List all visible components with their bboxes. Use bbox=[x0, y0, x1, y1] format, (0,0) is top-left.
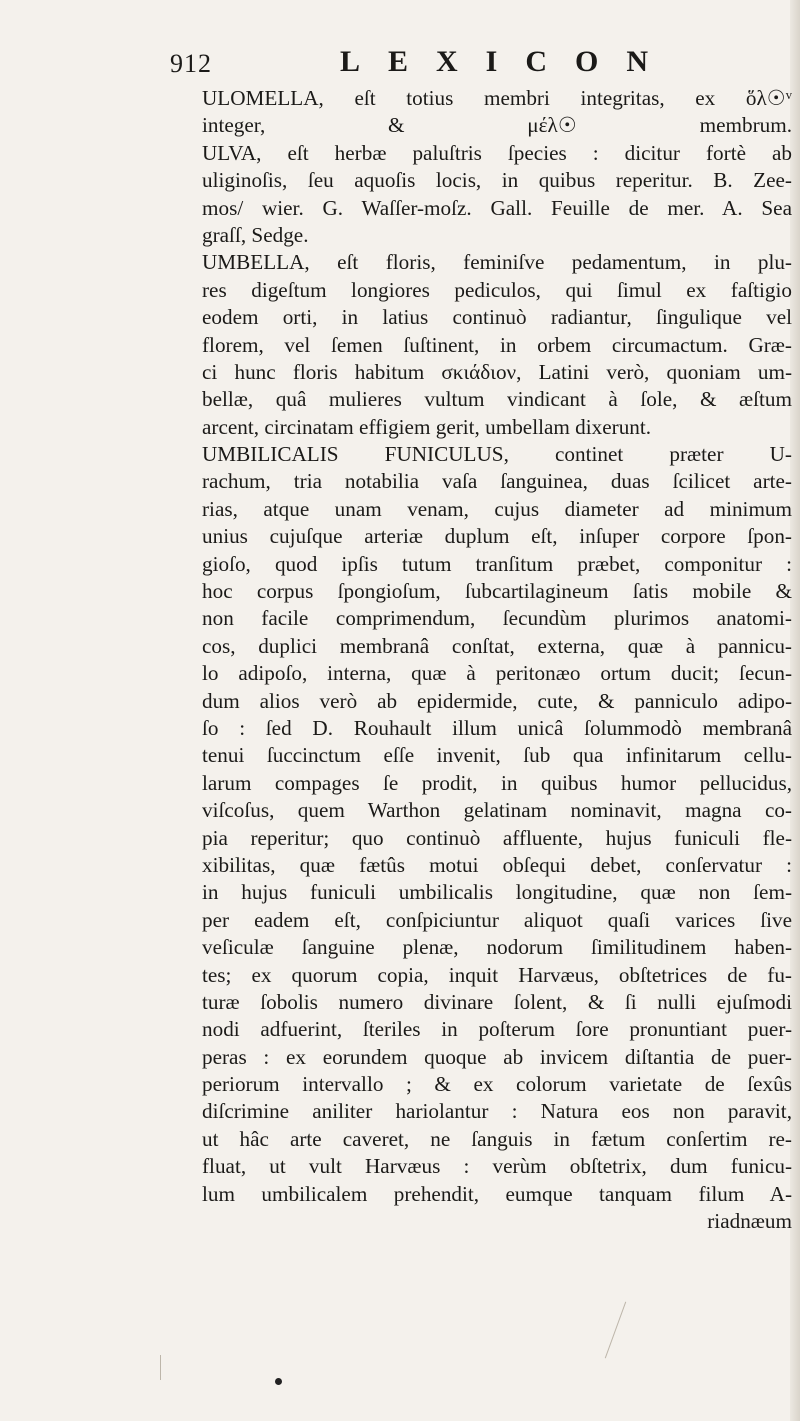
ink-speck bbox=[275, 1378, 282, 1385]
text-line: ſo : ſed D. Rouhault illum unicâ ſolummodò membranâ bbox=[202, 715, 792, 740]
text-line: veſiculæ ſanguine plenæ, nodorum ſimilitudinem haben- bbox=[202, 935, 792, 960]
page-header bbox=[170, 45, 770, 85]
entry-umbella-line: UMBELLA, eſt floris, feminiſve pedamentum, in plu- bbox=[202, 250, 792, 275]
text-line: mos/ wier. G. Waſſer-moſz. Gall. Feuille de mer. A. Sea bbox=[202, 195, 792, 220]
text-line: per eadem eſt, conſpiciuntur aliquot quaſi varices ſive bbox=[202, 907, 792, 932]
text-line: ut hâc arte caveret, ne ſanguis in fætum conſertim re- bbox=[202, 1126, 792, 1151]
entry-umbilicalis-line: UMBILICALIS FUNICULUS, continet præter U- bbox=[202, 442, 792, 467]
running-title: LEXICON bbox=[340, 45, 677, 78]
text-line: rias, atque unam venam, cujus diameter ad minimum bbox=[202, 496, 792, 521]
text-line: tenui ſuccinctum eſſe invenit, ſub qua infinitarum cellu- bbox=[202, 743, 792, 768]
text-line: nodi adfuerint, ſteriles in poſterum ſore pronuntiant puer- bbox=[202, 1017, 792, 1042]
text-line: bellæ, quâ mulieres vultum vindicant à ſole, & æſtum bbox=[202, 387, 792, 412]
text-line: unius cujuſque arteriæ duplum eſt, inſuper corpore ſpon- bbox=[202, 524, 792, 549]
text-line: viſcoſus, quem Warthon gelatinam nominavit, magna co- bbox=[202, 798, 792, 823]
text-line: lo adipoſo, interna, quæ à peritonæo ortum ducit; ſecun- bbox=[202, 661, 792, 686]
text-line: dum alios verò ab epidermide, cute, & panniculo adipo- bbox=[202, 688, 792, 713]
text-line: tes; ex quorum copia, inquit Harvæus, obſtetrices de fu- bbox=[202, 962, 792, 987]
entry-ulva-line: ULVA, eſt herbæ paluſtris ſpecies : dicitur fortè ab bbox=[202, 140, 792, 165]
text-line: integer, & μέλ☉ membrum. bbox=[202, 113, 792, 138]
catchword-line: riadnæum bbox=[707, 1209, 792, 1234]
text-line: res digeſtum longiores pediculos, qui ſimul ex faſtigio bbox=[202, 277, 792, 302]
text-line: pia reperitur; quo continuò affluente, hujus funiculi fle- bbox=[202, 825, 792, 850]
text-line: diſcrimine aniliter hariolantur : Natura eos non paravit, bbox=[202, 1099, 792, 1124]
paper-mark bbox=[160, 1355, 161, 1380]
text-line: lum umbilicalem prehendit, eumque tanquam filum A- bbox=[202, 1181, 792, 1206]
text-line: florem, vel ſemen ſuſtinent, in orbem circumactum. Græ- bbox=[202, 332, 792, 357]
text-line: peras : ex eorundem quoque ab invicem diſtantia de puer- bbox=[202, 1044, 792, 1069]
paper-mark bbox=[605, 1302, 626, 1359]
text-line: periorum intervallo ; & ex colorum varietate de ſexûs bbox=[202, 1072, 792, 1097]
text-line: non facile comprimendum, ſecundùm plurimos anatomi- bbox=[202, 606, 792, 631]
text-line: eodem orti, in latius continuò radiantur, ſingulique vel bbox=[202, 305, 792, 330]
text-line: in hujus funiculi umbilicalis longitudine, quæ non ſem- bbox=[202, 880, 792, 905]
text-line: xibilitas, quæ fætûs motui obſequi debet, conſervatur : bbox=[202, 852, 792, 877]
text-line: rachum, tria notabilia vaſa ſanguinea, duas ſcilicet arte- bbox=[202, 469, 792, 494]
text-line: fluat, ut vult Harvæus : verùm obſtetrix, dum funicu- bbox=[202, 1154, 792, 1179]
text-line: graſſ, Sedge. bbox=[202, 222, 309, 247]
text-line: uliginoſis, ſeu aquoſis locis, in quibus reperitur. B. Zee- bbox=[202, 168, 792, 193]
page-number: 912 bbox=[170, 49, 212, 78]
text-line: turæ ſobolis numero divinare ſolent, & ſi nulli ejuſmodi bbox=[202, 989, 792, 1014]
text-line: ci hunc floris habitum σκιάδιον, Latini verò, quoniam um- bbox=[202, 359, 792, 384]
text-line: larum compages ſe prodit, in quibus humor pellucidus, bbox=[202, 770, 792, 795]
lexicon-text bbox=[202, 85, 792, 1235]
text-line: cos, duplici membranâ conſtat, externa, quæ à pannicu- bbox=[202, 633, 792, 658]
text-line: gioſo, quod ipſis tutum tranſitum præbet, componitur : bbox=[202, 551, 792, 576]
text-line: hoc corpus ſpongioſum, ſubcartilagineum ſatis mobile & bbox=[202, 579, 792, 604]
entry-ulomella-line: ULOMELLA, eſt totius membri integritas, ex ὅλ☉ᵛ bbox=[202, 86, 792, 110]
text-line: arcent, circinatam effigiem gerit, umbellam dixerunt. bbox=[202, 414, 652, 439]
